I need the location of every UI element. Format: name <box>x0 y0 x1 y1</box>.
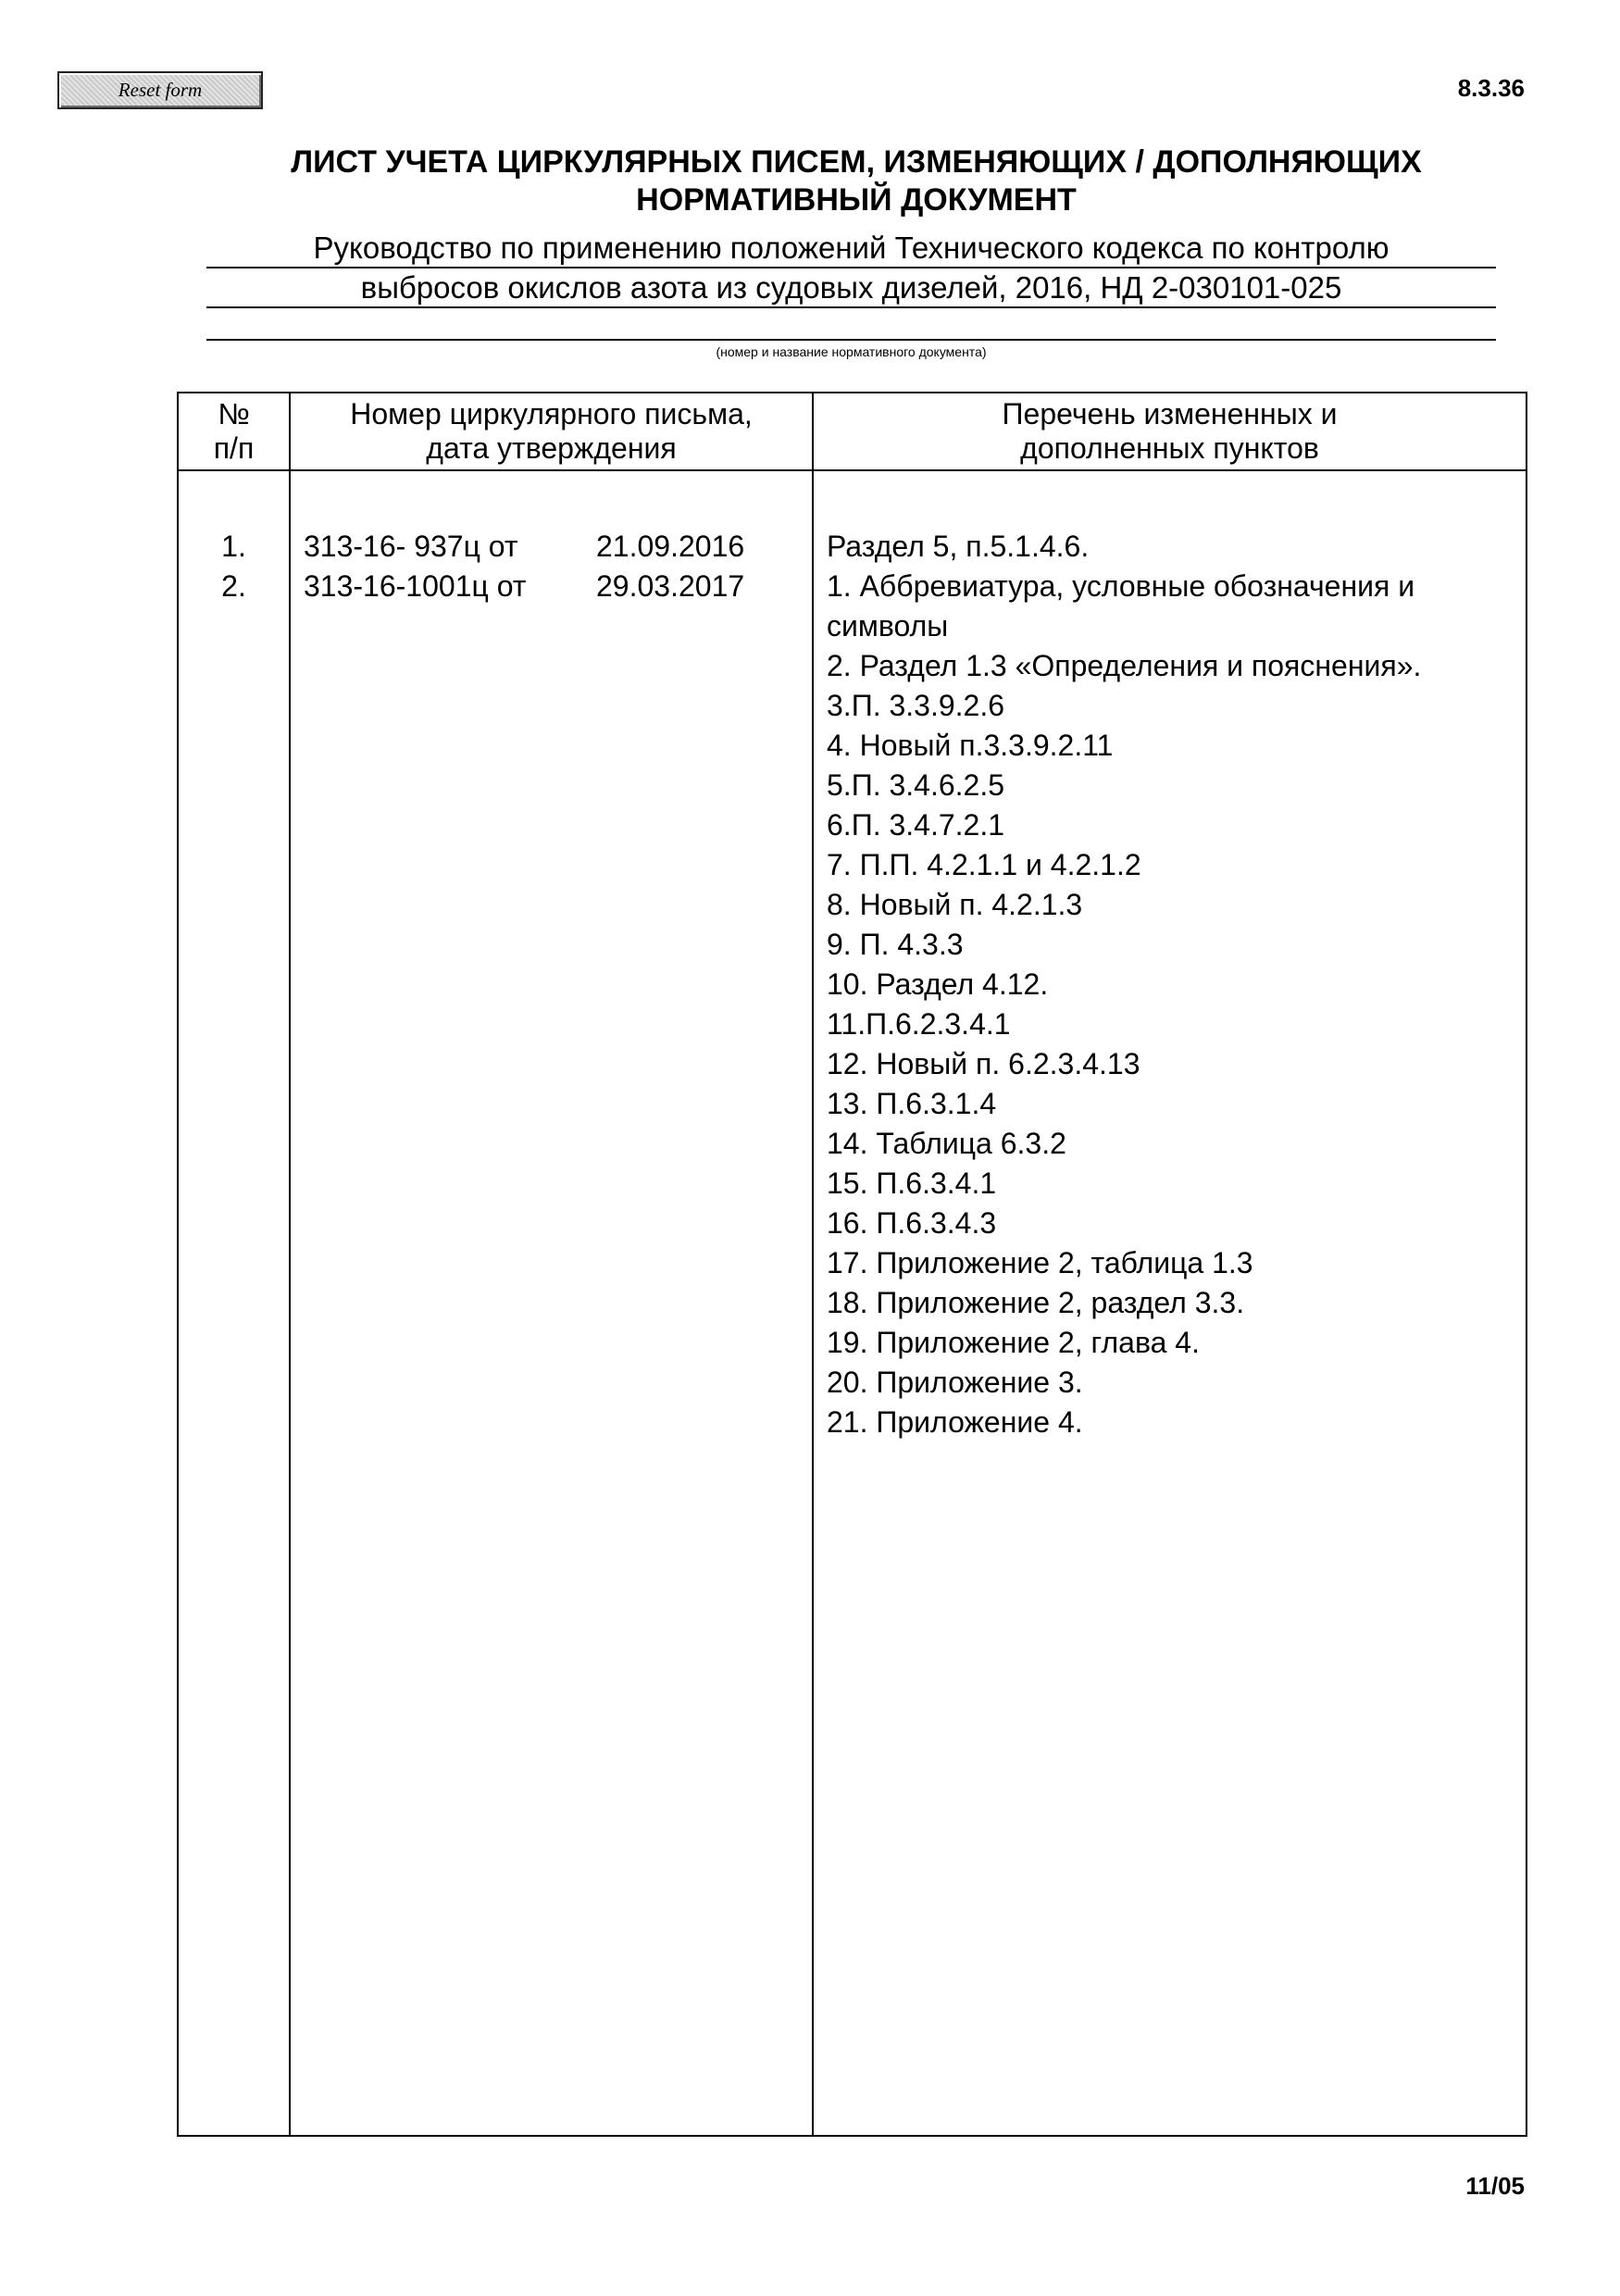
header-row-number-line-2: п/п <box>213 431 255 465</box>
list-item: 8. Новый п. 4.2.1.3 <box>827 888 1083 921</box>
header-items <box>813 393 1527 470</box>
list-item: 6.П. 3.4.7.2.1 <box>827 808 1005 842</box>
table-row <box>178 470 1527 2136</box>
document-name-line-1: Руководство по применению положений Технического кодекса по контролю <box>206 229 1496 268</box>
letter-number: 313-16- 937ц от <box>304 530 518 563</box>
document-name-caption: (номер и название нормативного документа) <box>716 344 987 359</box>
list-item: 1. Аббревиатура, условные обозначения и <box>827 569 1415 603</box>
caption-divider <box>206 339 1496 341</box>
header-row-number <box>178 393 290 470</box>
header-letter-line-2: дата утверждения <box>426 431 677 465</box>
list-item: 21. Приложение 4. <box>827 1405 1083 1439</box>
list-item: 12. Новый п. 6.2.3.4.13 <box>827 1047 1140 1080</box>
header-letter-line-1: Номер циркулярного письма, <box>350 397 753 430</box>
circular-letters-table <box>177 392 1527 2137</box>
letter-cell <box>290 470 813 2136</box>
page-title <box>148 144 1564 219</box>
letter-date: 29.03.2017 <box>596 569 745 603</box>
document-name <box>206 229 1496 308</box>
header-letter <box>290 393 813 470</box>
reset-form-button[interactable]: Reset form <box>57 71 263 109</box>
list-item: 18. Приложение 2, раздел 3.3. <box>827 1286 1245 1319</box>
changed-items-cell <box>813 470 1527 2136</box>
title-line-2: НОРМАТИВНЫЙ ДОКУМЕНТ <box>636 182 1077 218</box>
list-item: 4. Новый п.3.3.9.2.11 <box>827 729 1114 762</box>
page-number: 11/05 <box>1465 2172 1525 2200</box>
letter-entry <box>291 527 812 567</box>
list-item: 11.П.6.2.3.4.1 <box>827 1007 1011 1041</box>
list-item: 17. Приложение 2, таблица 1.3 <box>827 1246 1253 1279</box>
list-item: 10. Раздел 4.12. <box>827 967 1049 1001</box>
header-items-line-2: дополненных пунктов <box>1020 431 1319 465</box>
letter-entry <box>291 567 812 606</box>
list-item: 14. Таблица 6.3.2 <box>827 1127 1066 1160</box>
list-item: 13. П.6.3.1.4 <box>827 1087 997 1120</box>
list-item: 19. Приложение 2, глава 4. <box>827 1326 1200 1359</box>
table-header-row <box>178 393 1527 470</box>
list-item: 5.П. 3.4.6.2.5 <box>827 768 1005 802</box>
letter-number: 313-16-1001ц от <box>304 569 527 603</box>
title-line-1: ЛИСТ УЧЕТА ЦИРКУЛЯРНЫХ ПИСЕМ, ИЗМЕНЯЮЩИХ / ДОПОЛНЯЮЩИХ <box>291 144 1422 180</box>
row-number: 2. <box>221 569 246 603</box>
header-row-number-line-1: № <box>218 397 250 430</box>
list-item: символы <box>827 609 949 643</box>
list-item: 7. П.П. 4.2.1.1 и 4.2.1.2 <box>827 848 1141 881</box>
list-item: 15. П.6.3.4.1 <box>827 1167 997 1200</box>
list-item: Раздел 5, п.5.1.4.6. <box>827 530 1090 563</box>
list-item: 16. П.6.3.4.3 <box>827 1206 997 1240</box>
letter-date: 21.09.2016 <box>596 530 745 563</box>
list-item: 9. П. 4.3.3 <box>827 928 964 961</box>
header-items-line-1: Перечень измененных и <box>1002 397 1338 430</box>
changed-items-list <box>814 527 1526 1442</box>
list-item: 3.П. 3.3.9.2.6 <box>827 689 1005 722</box>
list-item: 20. Приложение 3. <box>827 1366 1083 1399</box>
document-code: 8.3.36 <box>1457 74 1525 102</box>
list-item: 2. Раздел 1.3 «Определения и пояснения». <box>827 649 1422 682</box>
document-name-line-2: выбросов окислов азота из судовых дизелей, 2016, НД 2-030101-025 <box>206 268 1496 308</box>
row-number-cell <box>178 470 290 2136</box>
row-number: 1. <box>221 530 246 563</box>
